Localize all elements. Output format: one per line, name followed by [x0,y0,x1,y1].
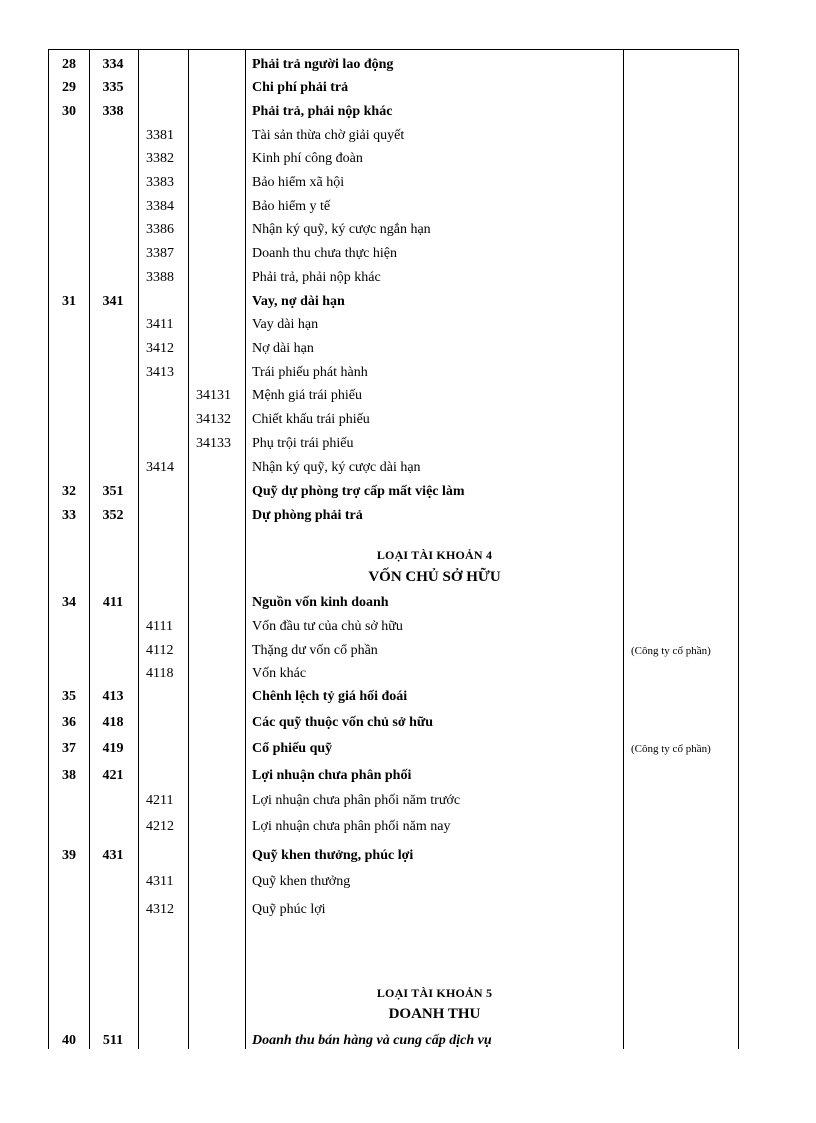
row-number: 38 [62,768,76,783]
section-label-loai5: LOẠI TÀI KHOẢN 5 [376,986,493,1000]
row-number: 29 [62,80,76,95]
account-level1: 419 [102,741,124,756]
account-name: Vốn khác [252,666,307,681]
account-level3: 34131 [196,388,231,403]
column-border [738,49,739,1049]
account-level2: 4211 [146,793,174,808]
account-name: Phải trả người lao động [252,57,394,72]
account-level2: 4312 [146,902,174,917]
account-name: Các quỹ thuộc vốn chủ sở hữu [252,715,434,730]
section-label-loai4: LOẠI TÀI KHOẢN 4 [376,548,493,562]
row-number: 39 [62,848,76,863]
account-name: Mệnh giá trái phiếu [252,388,363,403]
account-level2: 3386 [146,222,174,237]
account-name: Lợi nhuận chưa phân phối năm nay [252,819,451,834]
account-name: Phải trả, phải nộp khác [252,270,381,285]
account-note: (Công ty cổ phần) [631,645,711,657]
account-level2: 3412 [146,341,174,356]
account-name: Quỹ phúc lợi [252,902,326,917]
table-top-border [48,49,739,50]
section-title-loai4: VỐN CHỦ SỞ HỮU [368,569,501,585]
account-level1: 413 [102,689,124,704]
row-number: 34 [62,595,76,610]
row-number: 30 [62,104,76,119]
row-number: 36 [62,715,76,730]
account-level2: 3414 [146,460,174,475]
account-level2: 3382 [146,151,174,166]
account-name: Doanh thu chưa thực hiện [252,246,398,261]
account-level1: 511 [102,1033,124,1048]
row-number: 28 [62,57,76,72]
account-level2: 4118 [146,666,174,681]
account-name: Lợi nhuận chưa phân phối [252,768,412,783]
account-note: (Công ty cổ phần) [631,743,711,755]
account-level2: 4112 [146,643,174,658]
account-name: Nợ dài hạn [252,341,314,356]
account-level1: 338 [102,104,124,119]
account-level2: 3411 [146,317,174,332]
account-name: Bảo hiểm xã hội [252,175,345,190]
account-level1: 341 [102,294,124,309]
column-border [89,49,90,1049]
account-level1: 421 [102,768,124,783]
account-level1: 335 [102,80,124,95]
column-border [623,49,624,1049]
account-name: Vay dài hạn [252,317,319,332]
section-title-loai5: DOANH THU [388,1006,481,1022]
account-name: Trái phiếu phát hành [252,365,368,380]
account-level2: 3383 [146,175,174,190]
account-name: Chênh lệch tỷ giá hối đoái [252,689,408,704]
account-level2: 3381 [146,128,174,143]
column-border [138,49,139,1049]
column-border [48,49,49,1049]
account-name: Quỹ khen thưởng [252,874,351,889]
account-level2: 3388 [146,270,174,285]
account-name: Bảo hiểm y tế [252,199,331,214]
account-name: Cổ phiếu quỹ [252,741,333,756]
account-name: Tài sản thừa chờ giải quyết [252,128,405,143]
account-name: Chiết khấu trái phiếu [252,412,370,427]
account-name: Kinh phí công đoàn [252,151,363,166]
account-level2: 3387 [146,246,174,261]
account-level2: 3413 [146,365,174,380]
account-level1: 431 [102,848,124,863]
account-name: Dự phòng phải trả [252,508,363,523]
account-name: Phụ trội trái phiếu [252,436,354,451]
row-number: 33 [62,508,76,523]
account-name: Vốn đầu tư của chủ sở hữu [252,619,403,634]
account-name: Lợi nhuận chưa phân phối năm trước [252,793,461,808]
account-level1: 351 [102,484,124,499]
account-level1: 334 [102,57,124,72]
account-name: Nhận ký quỹ, ký cược dài hạn [252,460,421,475]
account-name: Chi phí phải trả [252,80,349,95]
account-name: Vay, nợ dài hạn [252,294,345,309]
account-level3: 34133 [196,436,231,451]
account-name: Phải trả, phải nộp khác [252,104,393,119]
account-level3: 34132 [196,412,231,427]
account-level1: 418 [102,715,124,730]
account-name: Thặng dư vốn cổ phần [252,643,378,658]
column-border [188,49,189,1049]
account-name: Nhận ký quỹ, ký cược ngắn hạn [252,222,431,237]
row-number: 32 [62,484,76,499]
account-name: Doanh thu bán hàng và cung cấp dịch vụ [252,1033,492,1048]
account-level2: 3384 [146,199,174,214]
account-name: Nguồn vốn kinh doanh [252,595,389,610]
row-number: 35 [62,689,76,704]
account-level2: 4311 [146,874,174,889]
account-level2: 4212 [146,819,174,834]
account-name: Quỹ dự phòng trợ cấp mất việc làm [252,484,465,499]
account-level1: 411 [102,595,124,610]
row-number: 31 [62,294,76,309]
row-number: 37 [62,741,76,756]
account-level2: 4111 [146,619,173,634]
row-number: 40 [62,1033,76,1048]
account-name: Quỹ khen thưởng, phúc lợi [252,848,414,863]
account-level1: 352 [102,508,124,523]
